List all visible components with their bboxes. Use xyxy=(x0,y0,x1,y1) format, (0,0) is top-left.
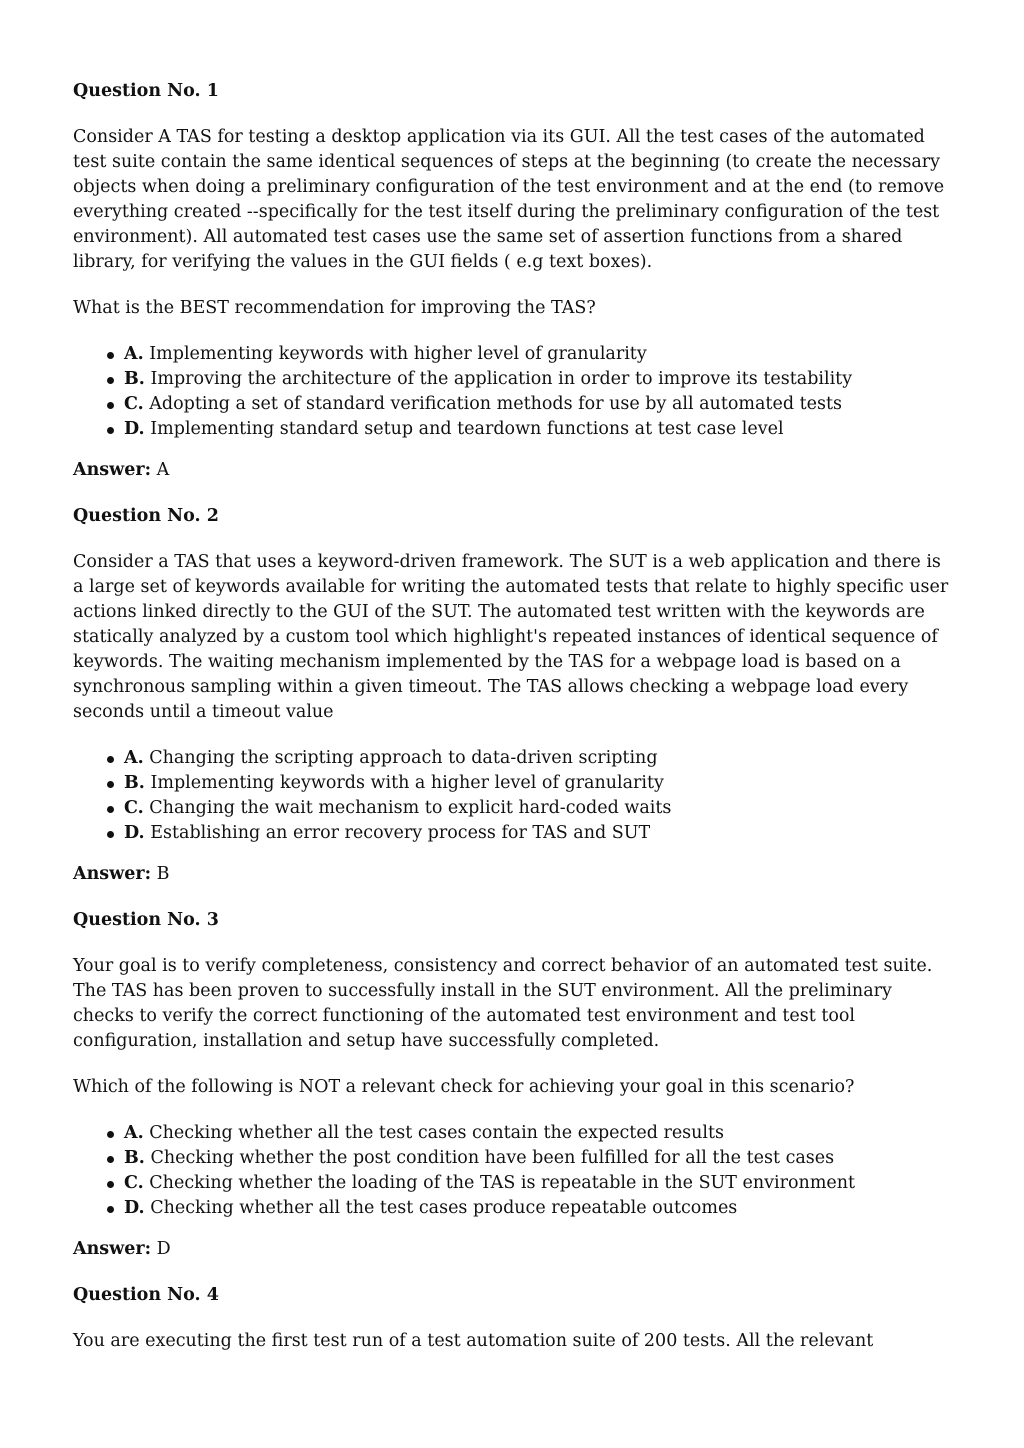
option-letter: C. xyxy=(124,1173,144,1193)
question-1 xyxy=(73,79,953,483)
option-text: Checking whether all the test cases produce repeatable outcomes xyxy=(150,1198,738,1218)
options-list xyxy=(73,746,953,846)
option-letter: D. xyxy=(124,419,145,439)
question-prompt: Which of the following is NOT a relevant check for achieving your goal in this scenario? xyxy=(73,1077,855,1097)
question-prompt: What is the BEST recommendation for improving the TAS? xyxy=(73,298,596,318)
option-item xyxy=(73,1121,953,1146)
option-item xyxy=(73,367,953,392)
answer-line xyxy=(73,862,953,887)
answer-line xyxy=(73,458,953,483)
option-item xyxy=(73,1146,953,1171)
option-text: Adopting a set of standard verification methods for use by all automated tests xyxy=(149,394,842,414)
option-text: Checking whether all the test cases contain the expected results xyxy=(149,1123,725,1143)
option-text: Changing the wait mechanism to explicit hard-coded waits xyxy=(149,798,672,818)
document-page xyxy=(73,79,953,1375)
answer-label: Answer: xyxy=(73,1239,152,1259)
question-text: You are executing the first test run of a test automation suite of 200 tests. All the relevant xyxy=(73,1331,874,1351)
option-letter: C. xyxy=(124,798,144,818)
option-item xyxy=(73,796,953,821)
options-list xyxy=(73,1121,953,1221)
option-letter: C. xyxy=(124,394,144,414)
option-item xyxy=(73,1171,953,1196)
question-title: Question No. 1 xyxy=(73,81,219,101)
question-title: Question No. 3 xyxy=(73,910,219,930)
option-item xyxy=(73,1196,953,1221)
question-4 xyxy=(73,1283,953,1354)
option-text: Improving the architecture of the application in order to improve its testability xyxy=(150,369,853,389)
answer-label: Answer: xyxy=(73,460,152,480)
option-text: Checking whether the loading of the TAS is repeatable in the SUT environment xyxy=(149,1173,856,1193)
question-title: Question No. 2 xyxy=(73,506,219,526)
option-letter: A. xyxy=(124,1123,144,1143)
options-list xyxy=(73,342,953,442)
option-item xyxy=(73,746,953,771)
option-letter: A. xyxy=(124,344,144,364)
option-item xyxy=(73,342,953,367)
option-letter: A. xyxy=(124,748,144,768)
option-text: Implementing keywords with higher level of granularity xyxy=(149,344,647,364)
question-text: Consider a TAS that uses a keyword-driven framework. The SUT is a web application and there is a large set of keywords available for writing the automated tests that relate to highly specific user actions linked directly to the GUI of the SUT. The automated test written with the keywords are statically analyzed by a custom tool which highlight's repeated instances of identical sequence of keywords. The waiting mechanism implemented by the TAS for a webpage load is based on a synchronous sampling within a given timeout. The TAS allows checking a webpage load every seconds until a timeout value xyxy=(73,552,949,722)
question-3 xyxy=(73,908,953,1262)
answer-value: B xyxy=(156,864,170,884)
option-letter: B. xyxy=(124,369,145,389)
option-item xyxy=(73,417,953,442)
option-letter: D. xyxy=(124,823,145,843)
answer-value: D xyxy=(156,1239,171,1259)
option-text: Implementing keywords with a higher level of granularity xyxy=(150,773,664,793)
option-text: Checking whether the post condition have been fulfilled for all the test cases xyxy=(150,1148,835,1168)
option-text: Changing the scripting approach to data-driven scripting xyxy=(149,748,658,768)
question-text: Consider A TAS for testing a desktop application via its GUI. All the test cases of the automated test suite contain the same identical sequences of steps at the beginning (to create the necessary objects when doing a preliminary configuration of the test environment and at the end (to remove everything created --specifically for the test itself during the preliminary configuration of the test environment). All automated test cases use the same set of assertion functions from a shared library, for verifying the values in the GUI fields ( e.g text boxes). xyxy=(73,127,945,272)
question-text: Your goal is to verify completeness, consistency and correct behavior of an automated test suite. The TAS has been proven to successfully install in the SUT environment. All the preliminary checks to verify the correct functioning of the automated test environment and test tool configuration, installation and setup have successfully completed. xyxy=(73,956,933,1051)
question-2 xyxy=(73,504,953,887)
option-letter: B. xyxy=(124,773,145,793)
option-item xyxy=(73,771,953,796)
option-item xyxy=(73,821,953,846)
answer-label: Answer: xyxy=(73,864,152,884)
option-text: Implementing standard setup and teardown functions at test case level xyxy=(150,419,784,439)
answer-line xyxy=(73,1237,953,1262)
option-item xyxy=(73,392,953,417)
answer-value: A xyxy=(156,460,170,480)
option-text: Establishing an error recovery process for TAS and SUT xyxy=(150,823,651,843)
option-letter: B. xyxy=(124,1148,145,1168)
question-title: Question No. 4 xyxy=(73,1285,219,1305)
option-letter: D. xyxy=(124,1198,145,1218)
